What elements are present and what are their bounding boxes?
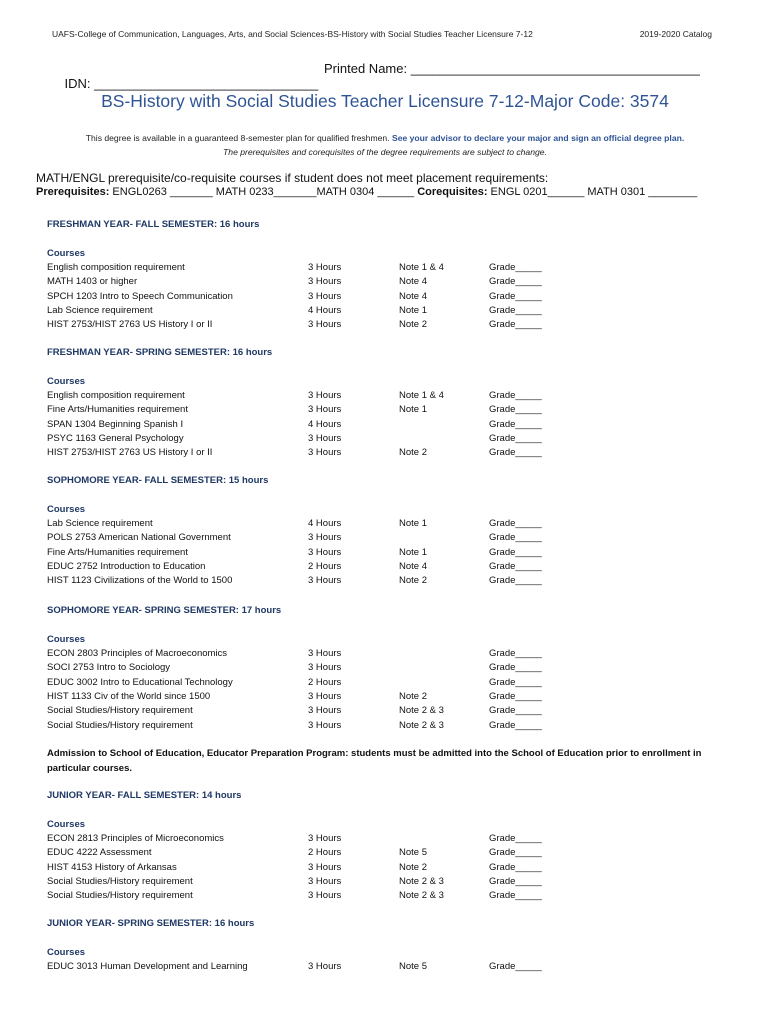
courses-label: Courses bbox=[47, 248, 86, 259]
course-row bbox=[47, 305, 567, 319]
course-name: English composition requirement bbox=[47, 262, 185, 273]
course-grade[interactable]: Grade_____ bbox=[489, 847, 542, 859]
course-grade[interactable]: Grade_____ bbox=[489, 290, 542, 302]
semester-heading: FRESHMAN YEAR- SPRING SEMESTER: 16 hours bbox=[47, 347, 273, 358]
course-note: Note 4 bbox=[399, 290, 427, 302]
course-grade[interactable]: Grade_____ bbox=[489, 404, 542, 416]
course-row bbox=[47, 419, 567, 433]
semester-heading: JUNIOR YEAR- FALL SEMESTER: 14 hours bbox=[47, 790, 242, 801]
prereq-label: Prerequisites: bbox=[36, 186, 110, 198]
courses-label: Courses bbox=[47, 947, 86, 958]
course-row bbox=[47, 518, 567, 532]
course-name: ECON 2813 Principles of Microeconomics bbox=[47, 833, 224, 844]
course-row bbox=[47, 447, 567, 461]
guarantee-text: This degree is available in a guaranteed 8-semester plan for qualified freshmen. bbox=[85, 133, 392, 143]
course-hours: 3 Hours bbox=[308, 276, 342, 288]
course-grade[interactable]: Grade_____ bbox=[489, 390, 542, 401]
course-name: Fine Arts/Humanities requirement bbox=[47, 404, 188, 416]
course-row bbox=[47, 433, 567, 447]
course-row bbox=[47, 547, 567, 561]
course-name: EDUC 4222 Assessment bbox=[47, 847, 152, 859]
printed-name-field[interactable]: Printed Name: ________________________________________ bbox=[324, 61, 700, 76]
coreq-label: Corequisites: bbox=[417, 186, 488, 198]
idn-field[interactable]: IDN: _______________________________ bbox=[64, 76, 319, 91]
course-note: Note 1 bbox=[399, 518, 427, 529]
course-grade[interactable]: Grade_____ bbox=[489, 705, 542, 717]
course-grade[interactable]: Grade_____ bbox=[489, 447, 542, 459]
course-note: Note 2 bbox=[399, 447, 427, 459]
course-name: HIST 4153 History of Arkansas bbox=[47, 861, 177, 873]
course-name: Social Studies/History requirement bbox=[47, 875, 193, 887]
course-hours: 3 Hours bbox=[308, 575, 342, 587]
courses-label: Courses bbox=[47, 819, 86, 830]
course-row bbox=[47, 705, 567, 719]
course-hours: 3 Hours bbox=[308, 432, 342, 444]
header-catalog-year: 2019-2020 Catalog bbox=[639, 29, 712, 39]
course-row bbox=[47, 662, 567, 676]
course-note: Note 2 & 3 bbox=[399, 719, 444, 731]
course-row bbox=[47, 532, 567, 546]
course-row bbox=[47, 961, 567, 975]
header-college-text: UAFS-College of Communication, Languages, Arts, and Social Sciences-BS-History with Social Studies Teacher Licensure 7-12 bbox=[52, 29, 533, 39]
course-note: Note 1 bbox=[399, 546, 427, 558]
course-note: Note 1 bbox=[399, 304, 427, 316]
course-name: HIST 1133 Civ of the World since 1500 bbox=[47, 690, 211, 702]
course-name: English composition requirement bbox=[47, 390, 185, 401]
course-name: SPAN 1304 Beginning Spanish I bbox=[47, 418, 184, 430]
course-name: HIST 1123 Civilizations of the World to 1500 bbox=[47, 575, 233, 587]
semester-heading: SOPHOMORE YEAR- FALL SEMESTER: 15 hours bbox=[47, 475, 269, 486]
course-hours: 4 Hours bbox=[308, 518, 342, 529]
course-name: EDUC 3002 Intro to Educational Technology bbox=[47, 676, 233, 688]
course-grade[interactable]: Grade_____ bbox=[489, 833, 542, 844]
course-note: Note 2 bbox=[399, 861, 427, 873]
course-hours: 4 Hours bbox=[308, 418, 342, 430]
course-hours: 3 Hours bbox=[308, 690, 342, 702]
course-row bbox=[47, 890, 567, 904]
course-row bbox=[47, 276, 567, 290]
course-row bbox=[47, 404, 567, 418]
course-note: Note 1 bbox=[399, 404, 427, 416]
course-note: Note 1 & 4 bbox=[399, 262, 444, 273]
course-note: Note 1 & 4 bbox=[399, 390, 444, 401]
course-grade[interactable]: Grade_____ bbox=[489, 262, 542, 273]
coreq-values: ENGL 0201______ MATH 0301 ________ bbox=[487, 186, 698, 198]
course-row bbox=[47, 319, 567, 333]
course-name: Lab Science requirement bbox=[47, 518, 153, 529]
course-note: Note 2 bbox=[399, 690, 427, 702]
course-hours: 3 Hours bbox=[308, 546, 342, 558]
course-hours: 3 Hours bbox=[308, 404, 342, 416]
course-hours: 4 Hours bbox=[308, 304, 342, 316]
course-grade[interactable]: Grade_____ bbox=[489, 719, 542, 731]
course-hours: 3 Hours bbox=[308, 532, 342, 544]
course-grade[interactable]: Grade_____ bbox=[489, 560, 542, 572]
course-name: POLS 2753 American National Government bbox=[47, 532, 231, 544]
semester-heading: FRESHMAN YEAR- FALL SEMESTER: 16 hours bbox=[47, 219, 260, 230]
course-name: ECON 2803 Principles of Macroeconomics bbox=[47, 648, 228, 659]
course-note: Note 2 & 3 bbox=[399, 875, 444, 887]
course-grade[interactable]: Grade_____ bbox=[489, 648, 542, 659]
course-hours: 3 Hours bbox=[308, 705, 342, 717]
subject-to-change-note: The prerequisites and corequisites of the degree requirements are subject to change. bbox=[223, 147, 547, 157]
course-row bbox=[47, 648, 567, 662]
course-hours: 3 Hours bbox=[308, 390, 342, 401]
course-hours: 3 Hours bbox=[308, 447, 342, 459]
course-grade[interactable]: Grade_____ bbox=[489, 319, 542, 331]
course-row bbox=[47, 291, 567, 305]
course-hours: 3 Hours bbox=[308, 290, 342, 302]
course-note: Note 2 bbox=[399, 319, 427, 331]
course-grade[interactable]: Grade_____ bbox=[489, 690, 542, 702]
guarantee-note bbox=[0, 133, 770, 143]
course-name: SPCH 1203 Intro to Speech Communication bbox=[47, 290, 233, 302]
prereq-values: ENGL0263 _______ MATH 0233_______MATH 0304 ______ bbox=[109, 186, 418, 198]
course-hours: 3 Hours bbox=[308, 961, 342, 972]
course-row bbox=[47, 561, 567, 575]
course-grade[interactable]: Grade_____ bbox=[489, 518, 542, 529]
course-grade[interactable]: Grade_____ bbox=[489, 575, 542, 587]
course-name: HIST 2753/HIST 2763 US History I or II bbox=[47, 447, 213, 459]
course-name: PSYC 1163 General Psychology bbox=[47, 432, 184, 444]
course-grade[interactable]: Grade_____ bbox=[489, 890, 542, 902]
course-hours: 3 Hours bbox=[308, 719, 342, 731]
placement-line: MATH/ENGL prerequisite/co-requisite courses if student does not meet placement requirements: bbox=[36, 171, 549, 185]
course-row bbox=[47, 876, 567, 890]
course-name: MATH 1403 or higher bbox=[47, 276, 138, 288]
course-name: Social Studies/History requirement bbox=[47, 719, 193, 731]
course-hours: 3 Hours bbox=[308, 861, 342, 873]
course-name: Lab Science requirement bbox=[47, 304, 153, 316]
course-grade[interactable]: Grade_____ bbox=[489, 875, 542, 887]
course-grade[interactable]: Grade_____ bbox=[489, 276, 542, 288]
course-note: Note 2 & 3 bbox=[399, 705, 444, 717]
course-row bbox=[47, 390, 567, 404]
semester-heading: JUNIOR YEAR- SPRING SEMESTER: 16 hours bbox=[47, 918, 255, 929]
course-name: Social Studies/History requirement bbox=[47, 890, 193, 902]
course-note: Note 2 & 3 bbox=[399, 890, 444, 902]
course-row bbox=[47, 862, 567, 876]
course-grade[interactable]: Grade_____ bbox=[489, 546, 542, 558]
course-hours: 2 Hours bbox=[308, 847, 342, 859]
advisor-note: See your advisor to declare your major and sign an official degree plan. bbox=[391, 133, 685, 143]
prereq-line bbox=[36, 186, 697, 198]
course-hours: 2 Hours bbox=[308, 676, 342, 688]
courses-label: Courses bbox=[47, 634, 86, 645]
semester-heading: SOPHOMORE YEAR- SPRING SEMESTER: 17 hours bbox=[47, 605, 282, 616]
course-row bbox=[47, 691, 567, 705]
course-name: Fine Arts/Humanities requirement bbox=[47, 546, 188, 558]
course-grade[interactable]: Grade_____ bbox=[489, 532, 542, 544]
page-title: BS-History with Social Studies Teacher Licensure 7-12-Major Code: 3574 bbox=[101, 91, 669, 111]
course-note: Note 5 bbox=[399, 847, 427, 859]
course-note: Note 5 bbox=[399, 961, 427, 972]
course-grade[interactable]: Grade_____ bbox=[489, 961, 542, 972]
course-name: EDUC 3013 Human Development and Learning bbox=[47, 961, 248, 972]
course-row bbox=[47, 847, 567, 861]
admission-note: Admission to School of Education, Educator Preparation Program: students must be admitted into the School of Education prior to enrollment in particular courses. bbox=[47, 748, 702, 774]
course-grade[interactable]: Grade_____ bbox=[489, 418, 542, 430]
course-name: EDUC 2752 Introduction to Education bbox=[47, 560, 206, 572]
course-note: Note 4 bbox=[399, 276, 427, 288]
course-name: SOCI 2753 Intro to Sociology bbox=[47, 662, 171, 674]
course-grade[interactable]: Grade_____ bbox=[489, 861, 542, 873]
course-hours: 3 Hours bbox=[308, 875, 342, 887]
courses-label: Courses bbox=[47, 376, 86, 387]
course-hours: 2 Hours bbox=[308, 560, 342, 572]
course-hours: 3 Hours bbox=[308, 890, 342, 902]
courses-label: Courses bbox=[47, 504, 86, 515]
page-header bbox=[52, 29, 712, 39]
course-hours: 3 Hours bbox=[308, 662, 342, 674]
course-row bbox=[47, 833, 567, 847]
course-hours: 3 Hours bbox=[308, 833, 342, 844]
course-note: Note 2 bbox=[399, 575, 427, 587]
course-name: HIST 2753/HIST 2763 US History I or II bbox=[47, 319, 213, 331]
course-row bbox=[47, 720, 567, 734]
course-row bbox=[47, 262, 567, 276]
course-name: Social Studies/History requirement bbox=[47, 705, 193, 717]
course-note: Note 4 bbox=[399, 560, 427, 572]
course-hours: 3 Hours bbox=[308, 262, 342, 273]
course-row bbox=[47, 575, 567, 589]
course-hours: 3 Hours bbox=[308, 319, 342, 331]
course-hours: 3 Hours bbox=[308, 648, 342, 659]
course-grade[interactable]: Grade_____ bbox=[489, 676, 542, 688]
course-row bbox=[47, 677, 567, 691]
course-grade[interactable]: Grade_____ bbox=[489, 432, 542, 444]
course-grade[interactable]: Grade_____ bbox=[489, 662, 542, 674]
course-grade[interactable]: Grade_____ bbox=[489, 304, 542, 316]
